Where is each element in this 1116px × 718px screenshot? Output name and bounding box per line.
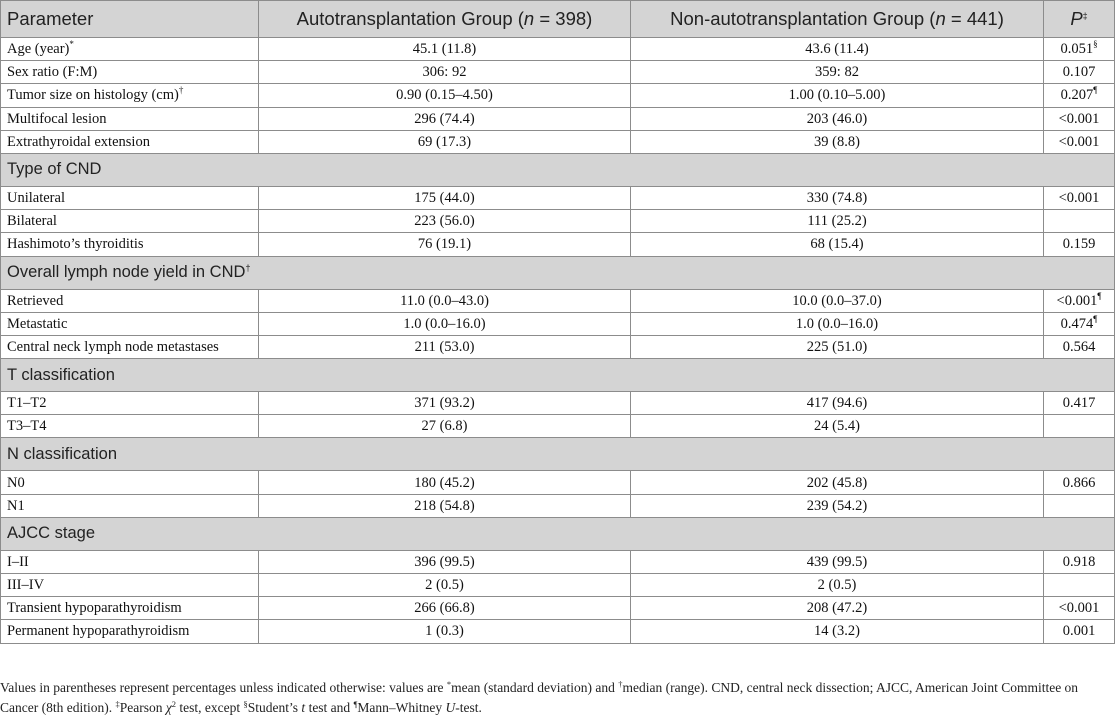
cell-parameter: Central neck lymph node metastases xyxy=(1,335,259,358)
header-non-auto-group: Non-autotransplantation Group (n = 441) xyxy=(631,1,1044,38)
cell-p-value: 0.001 xyxy=(1044,620,1115,643)
cell-auto-value: 45.1 (11.8) xyxy=(259,38,631,61)
cell-non-auto-value: 43.6 (11.4) xyxy=(631,38,1044,61)
section-header-row xyxy=(1,359,1115,392)
table-row xyxy=(1,210,1115,233)
table-row xyxy=(1,620,1115,643)
table-row xyxy=(1,392,1115,415)
table-row xyxy=(1,38,1115,61)
cell-parameter: Tumor size on histology (cm)† xyxy=(1,84,259,107)
cell-parameter: Permanent hypoparathyroidism xyxy=(1,620,259,643)
cell-auto-value: 306: 92 xyxy=(259,61,631,84)
cell-parameter: N0 xyxy=(1,471,259,494)
section-header-row xyxy=(1,153,1115,186)
cell-auto-value: 1.0 (0.0–16.0) xyxy=(259,312,631,335)
cell-p-value: 0.107 xyxy=(1044,61,1115,84)
cell-non-auto-value: 202 (45.8) xyxy=(631,471,1044,494)
cell-p-value: <0.001 xyxy=(1044,130,1115,153)
cell-non-auto-value: 330 (74.8) xyxy=(631,186,1044,209)
cell-non-auto-value: 24 (5.4) xyxy=(631,415,1044,438)
cell-p-value: <0.001 xyxy=(1044,107,1115,130)
cell-parameter: Bilateral xyxy=(1,210,259,233)
cell-p-value: 0.866 xyxy=(1044,471,1115,494)
section-title: Overall lymph node yield in CND† xyxy=(1,256,1115,289)
cell-p-value: <0.001 xyxy=(1044,597,1115,620)
cell-p-value: <0.001¶ xyxy=(1044,289,1115,312)
cell-parameter: N1 xyxy=(1,494,259,517)
table-row xyxy=(1,574,1115,597)
cell-p-value: 0.207¶ xyxy=(1044,84,1115,107)
header-parameter: Parameter xyxy=(1,1,259,38)
cell-p-value: <0.001 xyxy=(1044,186,1115,209)
table-row xyxy=(1,471,1115,494)
table-row xyxy=(1,130,1115,153)
cell-parameter: I–II xyxy=(1,550,259,573)
table-row xyxy=(1,107,1115,130)
cell-p-value xyxy=(1044,210,1115,233)
table-body xyxy=(1,38,1115,644)
cell-p-value: 0.918 xyxy=(1044,550,1115,573)
table-row xyxy=(1,186,1115,209)
cell-non-auto-value: 111 (25.2) xyxy=(631,210,1044,233)
cell-auto-value: 2 (0.5) xyxy=(259,574,631,597)
table-row xyxy=(1,415,1115,438)
section-header-row xyxy=(1,517,1115,550)
cell-auto-value: 266 (66.8) xyxy=(259,597,631,620)
cell-auto-value: 223 (56.0) xyxy=(259,210,631,233)
cell-non-auto-value: 68 (15.4) xyxy=(631,233,1044,256)
cell-p-value xyxy=(1044,494,1115,517)
table-row xyxy=(1,84,1115,107)
table-row xyxy=(1,550,1115,573)
cell-non-auto-value: 2 (0.5) xyxy=(631,574,1044,597)
section-title: Type of CND xyxy=(1,153,1115,186)
cell-non-auto-value: 359: 82 xyxy=(631,61,1044,84)
cell-non-auto-value: 417 (94.6) xyxy=(631,392,1044,415)
cell-parameter: III–IV xyxy=(1,574,259,597)
cell-auto-value: 0.90 (0.15–4.50) xyxy=(259,84,631,107)
cell-p-value: 0.474¶ xyxy=(1044,312,1115,335)
section-title: AJCC stage xyxy=(1,517,1115,550)
cell-auto-value: 296 (74.4) xyxy=(259,107,631,130)
table-row xyxy=(1,494,1115,517)
cell-non-auto-value: 225 (51.0) xyxy=(631,335,1044,358)
cell-auto-value: 180 (45.2) xyxy=(259,471,631,494)
cell-auto-value: 11.0 (0.0–43.0) xyxy=(259,289,631,312)
cell-auto-value: 76 (19.1) xyxy=(259,233,631,256)
cell-non-auto-value: 10.0 (0.0–37.0) xyxy=(631,289,1044,312)
cell-p-value: 0.417 xyxy=(1044,392,1115,415)
cell-auto-value: 371 (93.2) xyxy=(259,392,631,415)
cell-p-value xyxy=(1044,574,1115,597)
cell-auto-value: 1 (0.3) xyxy=(259,620,631,643)
cell-parameter: Unilateral xyxy=(1,186,259,209)
cell-parameter: T1–T2 xyxy=(1,392,259,415)
cell-non-auto-value: 439 (99.5) xyxy=(631,550,1044,573)
cell-p-value: 0.159 xyxy=(1044,233,1115,256)
table-row xyxy=(1,312,1115,335)
cell-auto-value: 27 (6.8) xyxy=(259,415,631,438)
cell-parameter: Age (year)* xyxy=(1,38,259,61)
cell-parameter: T3–T4 xyxy=(1,415,259,438)
cell-auto-value: 211 (53.0) xyxy=(259,335,631,358)
cell-parameter: Sex ratio (F:M) xyxy=(1,61,259,84)
cell-p-value: 0.564 xyxy=(1044,335,1115,358)
cell-non-auto-value: 1.00 (0.10–5.00) xyxy=(631,84,1044,107)
cell-p-value: 0.051§ xyxy=(1044,38,1115,61)
table-row xyxy=(1,61,1115,84)
section-title: T classification xyxy=(1,359,1115,392)
cell-non-auto-value: 14 (3.2) xyxy=(631,620,1044,643)
cell-parameter: Extrathyroidal extension xyxy=(1,130,259,153)
cell-non-auto-value: 239 (54.2) xyxy=(631,494,1044,517)
cell-parameter: Multifocal lesion xyxy=(1,107,259,130)
table-row xyxy=(1,289,1115,312)
cell-auto-value: 218 (54.8) xyxy=(259,494,631,517)
cell-auto-value: 396 (99.5) xyxy=(259,550,631,573)
cell-non-auto-value: 208 (47.2) xyxy=(631,597,1044,620)
table-row xyxy=(1,233,1115,256)
table-row xyxy=(1,335,1115,358)
header-auto-group: Autotransplantation Group (n = 398) xyxy=(259,1,631,38)
cell-parameter: Metastatic xyxy=(1,312,259,335)
table-footnote: Values in parentheses represent percentages unless indicated otherwise: values are *mean (standard deviation) and †median (range). CND, central neck dissection; AJCC, American Joint Committee on Cancer (8th edition). ‡Pearson $\chi^2$ test, except §Student’s t test and ¶Mann–Whitney U-test. xyxy=(0,679,1079,715)
section-header-row xyxy=(1,256,1115,289)
cell-non-auto-value: 203 (46.0) xyxy=(631,107,1044,130)
table-row xyxy=(1,597,1115,620)
cell-parameter: Hashimoto’s thyroiditis xyxy=(1,233,259,256)
section-title: N classification xyxy=(1,438,1115,471)
cell-p-value xyxy=(1044,415,1115,438)
section-header-row xyxy=(1,438,1115,471)
cell-non-auto-value: 39 (8.8) xyxy=(631,130,1044,153)
cell-auto-value: 175 (44.0) xyxy=(259,186,631,209)
cell-auto-value: 69 (17.3) xyxy=(259,130,631,153)
cell-parameter: Transient hypoparathyroidism xyxy=(1,597,259,620)
header-row xyxy=(1,1,1115,38)
cell-parameter: Retrieved xyxy=(1,289,259,312)
cell-non-auto-value: 1.0 (0.0–16.0) xyxy=(631,312,1044,335)
header-p-value: P‡ xyxy=(1044,1,1115,38)
